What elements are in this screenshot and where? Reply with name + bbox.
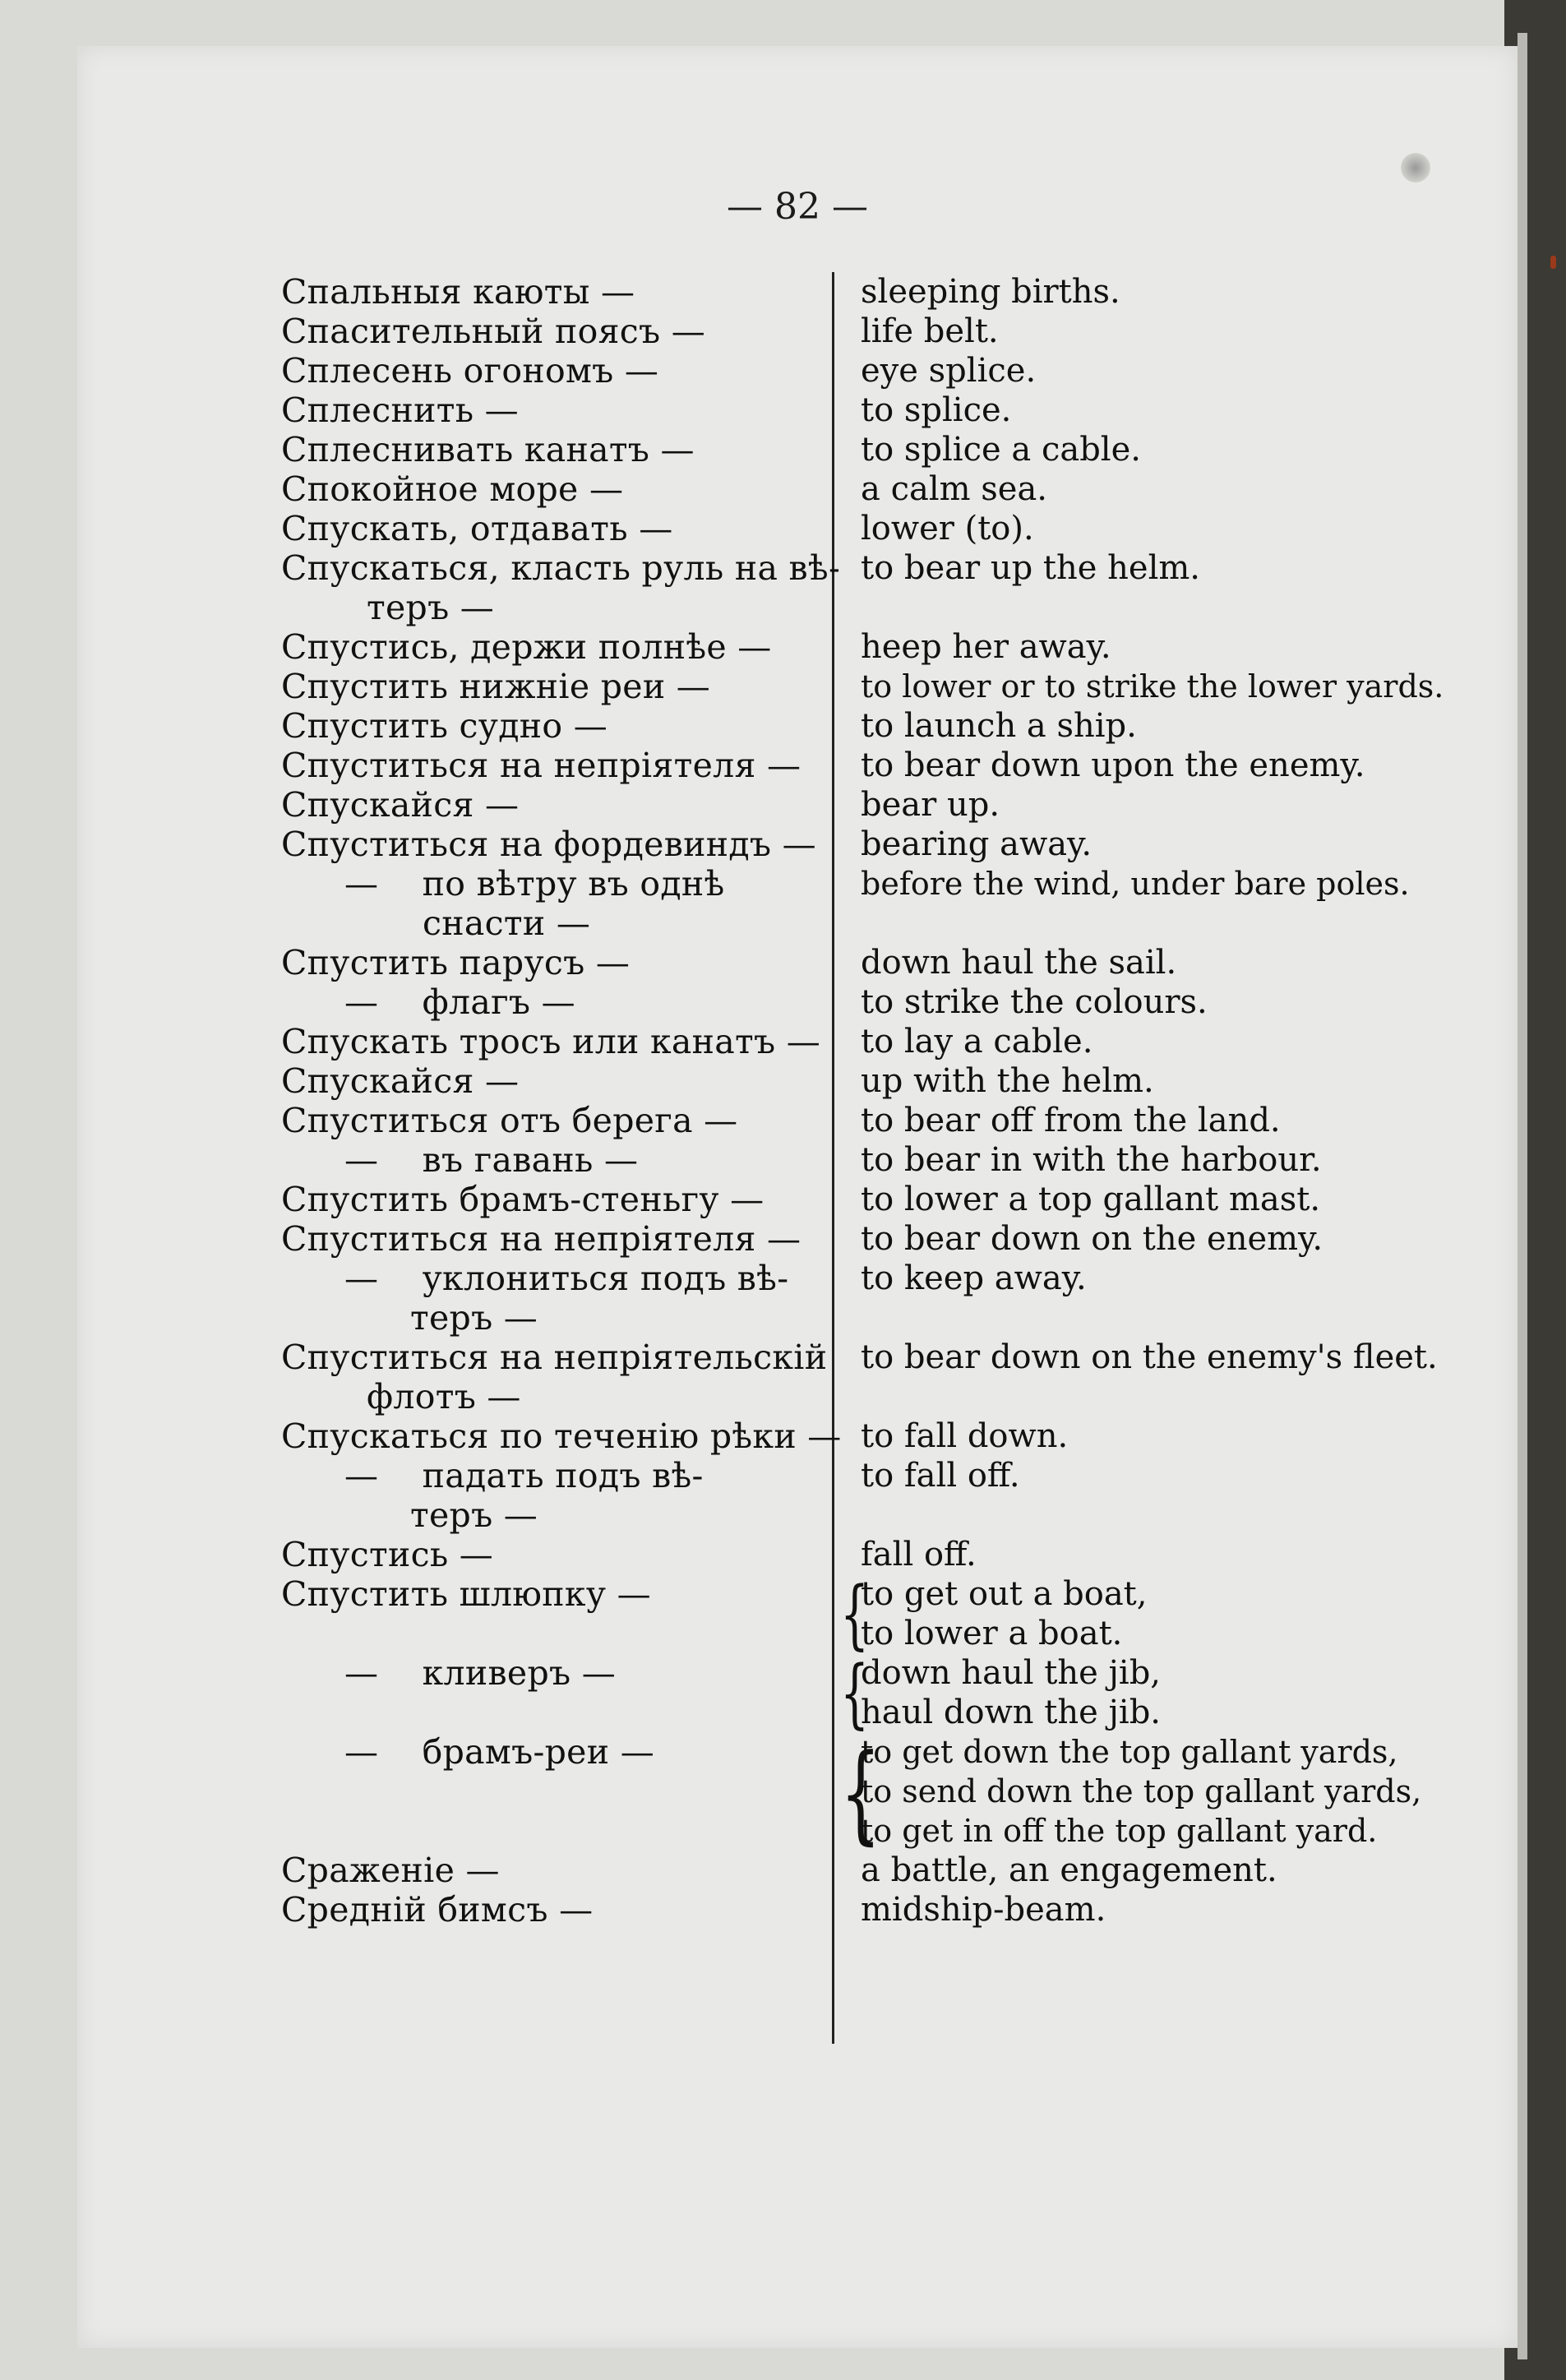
english-term: a calm sea.: [861, 470, 1048, 508]
english-term: a battle, an engagement.: [861, 1851, 1277, 1889]
english-term: to lower or to strike the lower yards.: [861, 668, 1444, 705]
english-term: to get out a boat,: [861, 1575, 1148, 1613]
english-term: up with the helm.: [861, 1062, 1154, 1100]
english-term: to send down the top gallant yards,: [861, 1773, 1422, 1809]
russian-term: Спуститься отъ берега —: [281, 1101, 738, 1140]
english-term: to bear in with the harbour.: [861, 1141, 1322, 1179]
english-term: to bear down on the enemy.: [861, 1220, 1323, 1258]
russian-term: Спускаться, класть руль на вѣ-: [281, 548, 841, 588]
russian-term: Спуститься на непріятеля —: [281, 746, 801, 785]
list-item: [77, 1732, 1517, 1772]
english-term: to get down the top gallant yards,: [861, 1734, 1398, 1770]
list-item: [77, 1338, 1517, 1377]
list-item: [77, 1574, 1517, 1614]
list-item: [77, 1890, 1517, 1929]
english-term: down haul the jib,: [861, 1654, 1162, 1692]
russian-term: Спустить нижніе реи —: [281, 667, 711, 706]
list-item: [77, 825, 1517, 864]
english-term: to launch a ship.: [861, 707, 1137, 745]
english-term: bear up.: [861, 786, 1000, 824]
english-term: to fall down.: [861, 1417, 1069, 1455]
english-term: to keep away.: [861, 1259, 1087, 1297]
english-term: down haul the sail.: [861, 944, 1177, 982]
list-item: [77, 1535, 1517, 1574]
russian-term: Спускать тросъ или канатъ —: [281, 1022, 821, 1061]
list-item: [77, 509, 1517, 548]
ink-blot: [1401, 153, 1430, 183]
russian-term: Спуститься на непріятеля —: [281, 1219, 801, 1259]
list-item: [77, 1495, 1517, 1535]
russian-term: Спускать, отдавать —: [281, 509, 673, 548]
russian-term: — по вѣтру въ однѣ: [344, 864, 725, 903]
russian-term: — брамъ-реи —: [344, 1732, 655, 1772]
english-term: bearing away.: [861, 825, 1093, 863]
list-item: [77, 469, 1517, 509]
list-item: [77, 1259, 1517, 1298]
brace-icon: {: [840, 1649, 870, 1737]
russian-term: флотъ —: [367, 1377, 521, 1416]
russian-term: Спускайся —: [281, 785, 520, 825]
list-item: [77, 1811, 1517, 1851]
russian-term: Спуститься на фордевиндъ —: [281, 825, 816, 864]
list-item: [77, 430, 1517, 469]
english-term: haul down the jib.: [861, 1694, 1162, 1731]
list-item: [77, 1693, 1517, 1732]
russian-term: Спуститься на непріятельскій: [281, 1338, 828, 1377]
page-edge: [1517, 33, 1527, 2359]
english-term: [861, 1298, 1469, 1338]
brace-icon: {: [840, 1731, 881, 1855]
list-item: [77, 1416, 1517, 1456]
english-term: to lower a boat.: [861, 1615, 1123, 1652]
list-item: [77, 943, 1517, 982]
list-item: [77, 1101, 1517, 1140]
list-item: [77, 864, 1517, 903]
list-item: [77, 1653, 1517, 1693]
russian-term: Сраженіе —: [281, 1851, 500, 1890]
russian-term: — уклониться подъ вѣ-: [344, 1259, 789, 1298]
list-item: [77, 1061, 1517, 1101]
list-item: [77, 588, 1517, 627]
list-item: [77, 1772, 1517, 1811]
russian-term: — кливеръ —: [344, 1653, 617, 1693]
english-term: to splice.: [861, 391, 1012, 429]
stain-mark: [1550, 256, 1556, 269]
english-term: sleeping births.: [861, 273, 1120, 311]
list-item: [77, 1377, 1517, 1416]
english-term: before the wind, under bare poles.: [861, 866, 1410, 902]
english-term: to strike the colours.: [861, 983, 1208, 1021]
english-term: to splice a cable.: [861, 431, 1141, 469]
english-term: life belt.: [861, 312, 999, 350]
english-term: eye splice.: [861, 352, 1037, 390]
list-item: [77, 982, 1517, 1022]
russian-term: Средній бимсъ —: [281, 1890, 594, 1929]
list-item: [77, 746, 1517, 785]
list-item: [77, 627, 1517, 667]
russian-term: Спальныя каюты —: [281, 272, 635, 312]
russian-term: Спускаться по теченію рѣки —: [281, 1416, 842, 1456]
english-term: to get in off the top gallant yard.: [861, 1813, 1378, 1849]
english-term: to bear down on the enemy's fleet.: [861, 1338, 1438, 1376]
russian-term: — въ гавань —: [344, 1140, 639, 1180]
list-item: [77, 1140, 1517, 1180]
english-term: midship-beam.: [861, 1891, 1106, 1929]
russian-term: [281, 1772, 820, 1811]
list-item: [77, 391, 1517, 430]
list-item: [77, 667, 1517, 706]
english-term: fall off.: [861, 1536, 977, 1574]
russian-term: Спустись, держи полнѣе —: [281, 627, 772, 667]
page-number: — 82 —: [727, 186, 868, 228]
list-item: [77, 1851, 1517, 1890]
list-item: [77, 1456, 1517, 1495]
list-item: [77, 1022, 1517, 1061]
english-term: to lay a cable.: [861, 1023, 1093, 1061]
russian-term: снасти —: [423, 903, 591, 943]
russian-term: Спустить брамъ-стеньгу —: [281, 1180, 765, 1219]
list-item: [77, 903, 1517, 943]
russian-term: Сплеснивать канатъ —: [281, 430, 695, 469]
english-term: to lower a top gallant mast.: [861, 1181, 1321, 1218]
russian-term: Спустить судно —: [281, 706, 608, 746]
english-term: to bear off from the land.: [861, 1102, 1281, 1139]
russian-term: Спустить шлюпку —: [281, 1574, 651, 1614]
book-page: [77, 46, 1517, 2348]
english-term: to bear up the helm.: [861, 549, 1201, 587]
list-item: [77, 1180, 1517, 1219]
list-item: [77, 548, 1517, 588]
russian-term: — падать подъ вѣ-: [344, 1456, 704, 1495]
list-item: [77, 272, 1517, 312]
russian-term: [281, 1811, 820, 1851]
english-term: to fall off.: [861, 1457, 1020, 1495]
list-item: [77, 706, 1517, 746]
list-item: [77, 351, 1517, 391]
russian-term: [281, 1614, 820, 1653]
english-term: [861, 588, 1469, 627]
english-term: [861, 1495, 1469, 1535]
russian-term: Спокойное море —: [281, 469, 624, 509]
russian-term: Спасительный поясъ —: [281, 312, 706, 351]
russian-term: Сплесень огономъ —: [281, 351, 659, 391]
english-term: heep her away.: [861, 628, 1111, 666]
russian-term: Спустись —: [281, 1535, 494, 1574]
russian-term: теръ —: [410, 1298, 538, 1338]
brace-icon: {: [840, 1570, 870, 1658]
list-item: [77, 312, 1517, 351]
russian-term: теръ —: [367, 588, 495, 627]
list-item: [77, 785, 1517, 825]
russian-term: Спускайся —: [281, 1061, 520, 1101]
english-term: lower (to).: [861, 510, 1034, 548]
english-term: [861, 903, 1469, 943]
list-item: [77, 1614, 1517, 1653]
russian-term: Спустить парусъ —: [281, 943, 631, 982]
list-item: [77, 1219, 1517, 1259]
list-item: [77, 1298, 1517, 1338]
english-term: to bear down upon the enemy.: [861, 746, 1365, 784]
russian-term: Сплеснить —: [281, 391, 519, 430]
russian-term: [281, 1693, 820, 1732]
russian-term: — флагъ —: [344, 982, 575, 1022]
english-term: [861, 1377, 1469, 1416]
russian-term: теръ —: [410, 1495, 538, 1535]
